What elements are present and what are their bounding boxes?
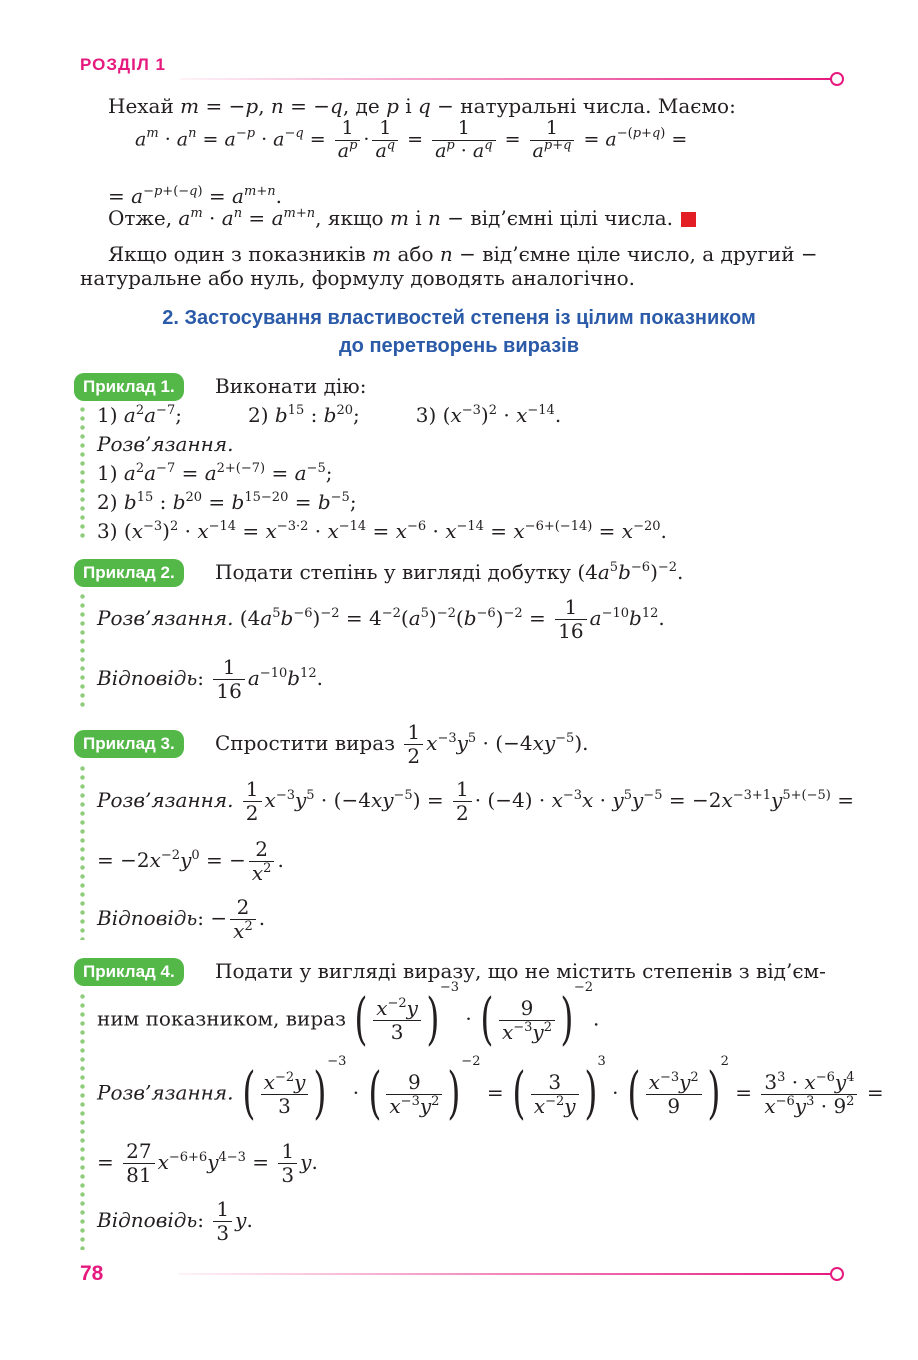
example-1-items: 1) $a^2a^{-7}$; 2) $b^{15}$ : $b^{20}$; 3) $(x^{-3})^2 \cdot x^{-14}$. xyxy=(97,403,562,427)
example-4-answer: Відповідь: $\frac{1}{3}$ y. xyxy=(97,1197,253,1245)
example-4-task-text-cont: ним показником, вираз xyxy=(97,1006,346,1031)
example-4-badge: Приклад 4. xyxy=(74,958,184,986)
example-3-solution-2: = $-2x^{-2}y^0$ = − $\frac{2}{x^2}$ . xyxy=(97,837,284,885)
example-3-answer-label: Відповідь xyxy=(97,906,198,930)
example-1-task: Виконати дію: xyxy=(215,374,367,398)
example-1-badge: Приклад 1. xyxy=(74,373,184,401)
example-4-solution-2: = $\frac{27}{81}$ $x^{-6+6}y^{4-3}$ = $\frac{1}{3}$ y. xyxy=(97,1139,318,1187)
example-1-solution-1: 1) $a^2a^{-7} = a^{2+(-7)} = a^{-5}$; xyxy=(97,461,333,485)
proof-paragraph-line-2: натуральне або нуль, формулу доводять аналогічно. xyxy=(80,266,635,290)
example-1-solution-3: 3) $(x^{-3})^2 \cdot x^{-14} = x^{-3\cdot 2} \cdot x^{-14} = x^{-6} \cdot x^{-14} = x^{-6+(-14)} = x^{-20}$. xyxy=(97,519,667,543)
example-2-answer-label: Відповідь xyxy=(97,666,198,690)
example-1-solution-2: 2) $b^{15}$ : $b^{20} = b^{15-20} = b^{-5}$; xyxy=(97,490,357,514)
example-3-solution-1: Розв’язання. $\frac{1}{2}$ $x^{-3}y^5 \cdot (-4xy^{-5})$ = $\frac{1}{2}$ · $(-4) \cdot x^{-3}x \cdot y^5y^{-5} = -2x^{-3+1}y^{5+(-5)}$ = xyxy=(97,777,854,825)
page-number: 78 xyxy=(80,1262,104,1285)
section-title-line-2: до перетворень виразів xyxy=(338,335,580,357)
proof-formula-1: $a^m \cdot a^n = a^{-p} \cdot a^{-q}$ = $\frac{1}{a^p}$ · $\frac{1}{a^q}$ = $\frac{1}{a^p \cdot a^q}$ = $\frac{1}{a^{p+q}}$ = $a^{-(p+q)}$ = xyxy=(135,117,688,162)
example-2-solution: Розв’язання. $(4a^5b^{-6})^{-2} = 4^{-2}(a^5)^{-2}(b^{-6})^{-2}$ = $\frac{1}{16}$ $a^{-10}b^{12}$. xyxy=(97,595,665,643)
example-2-task-text: Подати степінь у вигляді добутку xyxy=(215,560,571,584)
example-3-margin-dots xyxy=(80,764,85,940)
header-rule-end-icon xyxy=(830,72,844,86)
example-4-solution-label: Розв’язання. xyxy=(97,1080,234,1105)
section-label: РОЗДІЛ 1 xyxy=(80,55,166,74)
example-4-answer-label: Відповідь xyxy=(97,1208,198,1232)
example-3-badge: Приклад 3. xyxy=(74,730,184,758)
example-4-solution-1: Розв’язання. ( $\frac{x^{-2}y}{3}$ )−3 · ( $\frac{9}{x^{-3}y^2}$ )−2 = ( $\frac{3}{x^{-2}y}$ )3 · ( $\frac{x^{-3}y^2}{9}$ )2 = $\frac{3^3 \cdot x^{-6}y^4}{x^{-6}y^3 \cdot 9^2}$ = xyxy=(97,1054,884,1126)
example-2-answer: Відповідь: $\frac{1}{16}$ $a^{-10}b^{12}$. xyxy=(97,655,323,703)
example-4-task-expression: ним показником, вираз ( $\frac{x^{-2}y}{3}$ )−3 · ( $\frac{9}{x^{-3}y^2}$ )−2. xyxy=(97,980,600,1052)
example-2-badge: Приклад 2. xyxy=(74,559,184,587)
proof-line-1: Нехай m = −p, n = −q, де p і q − натуральні числа. Маємо: xyxy=(108,94,736,118)
example-3-solution-label: Розв’язання. xyxy=(97,788,234,812)
footer-rule xyxy=(178,1273,832,1275)
proof-paragraph-line-1: Якщо один з показників m або n − від’ємне ціле число, а другий − xyxy=(108,242,818,266)
example-3-task-text: Спростити вираз xyxy=(215,731,396,755)
example-2-task: Подати степінь у вигляді добутку $(4a^5b^{-6})^{-2}$. xyxy=(215,560,684,584)
end-of-proof-icon xyxy=(681,212,696,227)
example-4-margin-dots xyxy=(80,992,85,1250)
example-3-task: Спростити вираз $\frac{1}{2}$ $x^{-3}y^5 \cdot (-4xy^{-5})$. xyxy=(215,720,589,768)
footer-rule-end-icon xyxy=(830,1267,844,1281)
example-1-margin-dots xyxy=(80,405,85,540)
example-1-solution-label: Розв’язання. xyxy=(97,432,234,456)
example-2-margin-dots xyxy=(80,592,85,710)
section-title-line-1: 2. Застосування властивостей степеня із цілим показником xyxy=(162,307,756,329)
example-3-answer: Відповідь: − $\frac{2}{x^2}$ . xyxy=(97,895,266,943)
header-rule xyxy=(180,78,832,80)
example-4-task: Подати у вигляді виразу, що не містить степенів з від’єм- xyxy=(215,959,826,983)
proof-conclusion: Отже, $a^m \cdot a^n = a^{m+n}$, якщо m і n − від’ємні цілі числа. xyxy=(108,204,696,232)
example-2-solution-label: Розв’язання. xyxy=(97,606,234,630)
proof-formula-2: = $a^{-p+(-q)} = a^{m+n}$. xyxy=(108,184,282,208)
